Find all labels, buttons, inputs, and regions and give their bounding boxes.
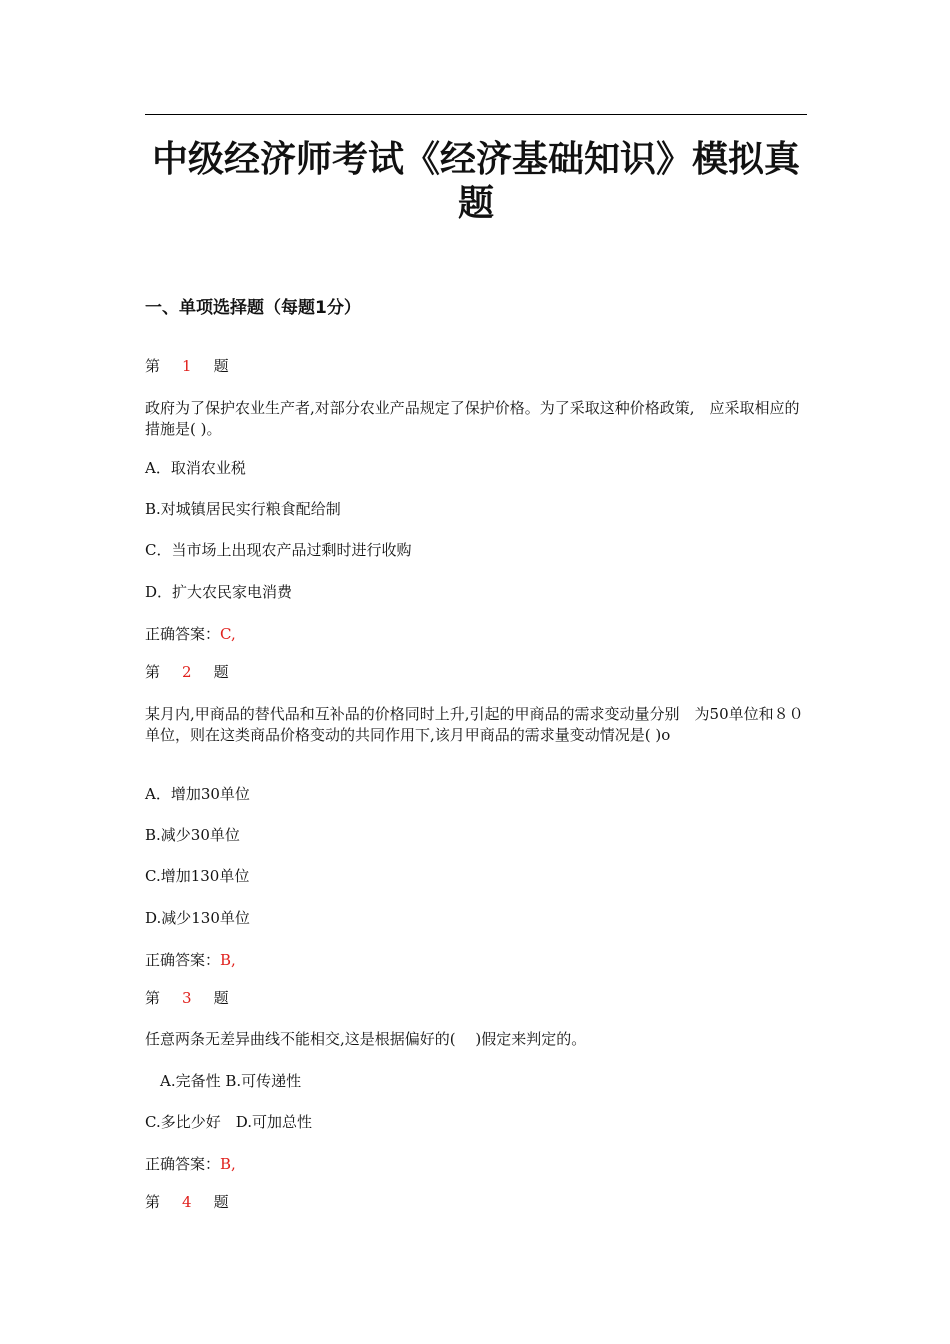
- question-number: 3: [182, 989, 192, 1007]
- question-1-option-c: C．当市场上出现农产品过剩时进行收购: [145, 541, 412, 559]
- question-1-option-d: D．扩大农民家电消费: [145, 583, 293, 601]
- question-3-stem: 任意两条无差异曲线不能相交,这是根据偏好的( )假定来判定的。: [145, 1030, 587, 1048]
- document-title: 中级经济师考试《经济基础知识》模拟真题: [151, 139, 800, 224]
- question-number: 1: [182, 357, 192, 375]
- question-1-header: 第 1 题: [145, 357, 229, 375]
- answer-value: B,: [220, 951, 236, 969]
- question-2-option-b: B.减少30单位: [145, 826, 240, 844]
- question-number: 2: [182, 663, 192, 681]
- section-heading: 一、单项选择题（每题1分）: [145, 298, 361, 318]
- answer-value: C,: [220, 625, 236, 643]
- question-number: 4: [182, 1193, 192, 1211]
- question-2-option-d: D.减少130单位: [145, 909, 250, 927]
- question-3-answer: 正确答案：B,: [145, 1155, 236, 1173]
- question-3-options-line-1: A.完备性 B.可传递性: [160, 1072, 302, 1090]
- question-4-header: 第 4 题: [145, 1193, 229, 1211]
- answer-value: B,: [220, 1155, 236, 1173]
- question-1-option-a: A．取消农业税: [145, 459, 246, 477]
- question-2-header: 第 2 题: [145, 663, 229, 681]
- question-1-stem: 政府为了保护农业生产者,对部分农业产品规定了保护价格。为了采取这种价格政策, 应采取相应的措施是( )。: [145, 399, 800, 438]
- question-3-options-line-2: C.多比少好 D.可加总性: [145, 1113, 312, 1131]
- question-2-answer: 正确答案：B,: [145, 951, 236, 969]
- top-rule: [145, 114, 807, 115]
- question-2-option-a: A．增加30单位: [145, 785, 250, 803]
- question-1-option-b: B.对城镇居民实行粮食配给制: [145, 500, 341, 518]
- question-3-header: 第 3 题: [145, 989, 229, 1007]
- question-1-answer: 正确答案：C,: [145, 625, 236, 643]
- question-2-stem: 某月内,甲商品的替代品和互补品的价格同时上升,引起的甲商品的需求变动量分别 为50单位和８０单位，则在这类商品价格变动的共同作用下,该月甲商品的需求量变动情况是( )o: [145, 705, 804, 744]
- question-2-option-c: C.增加130单位: [145, 867, 250, 885]
